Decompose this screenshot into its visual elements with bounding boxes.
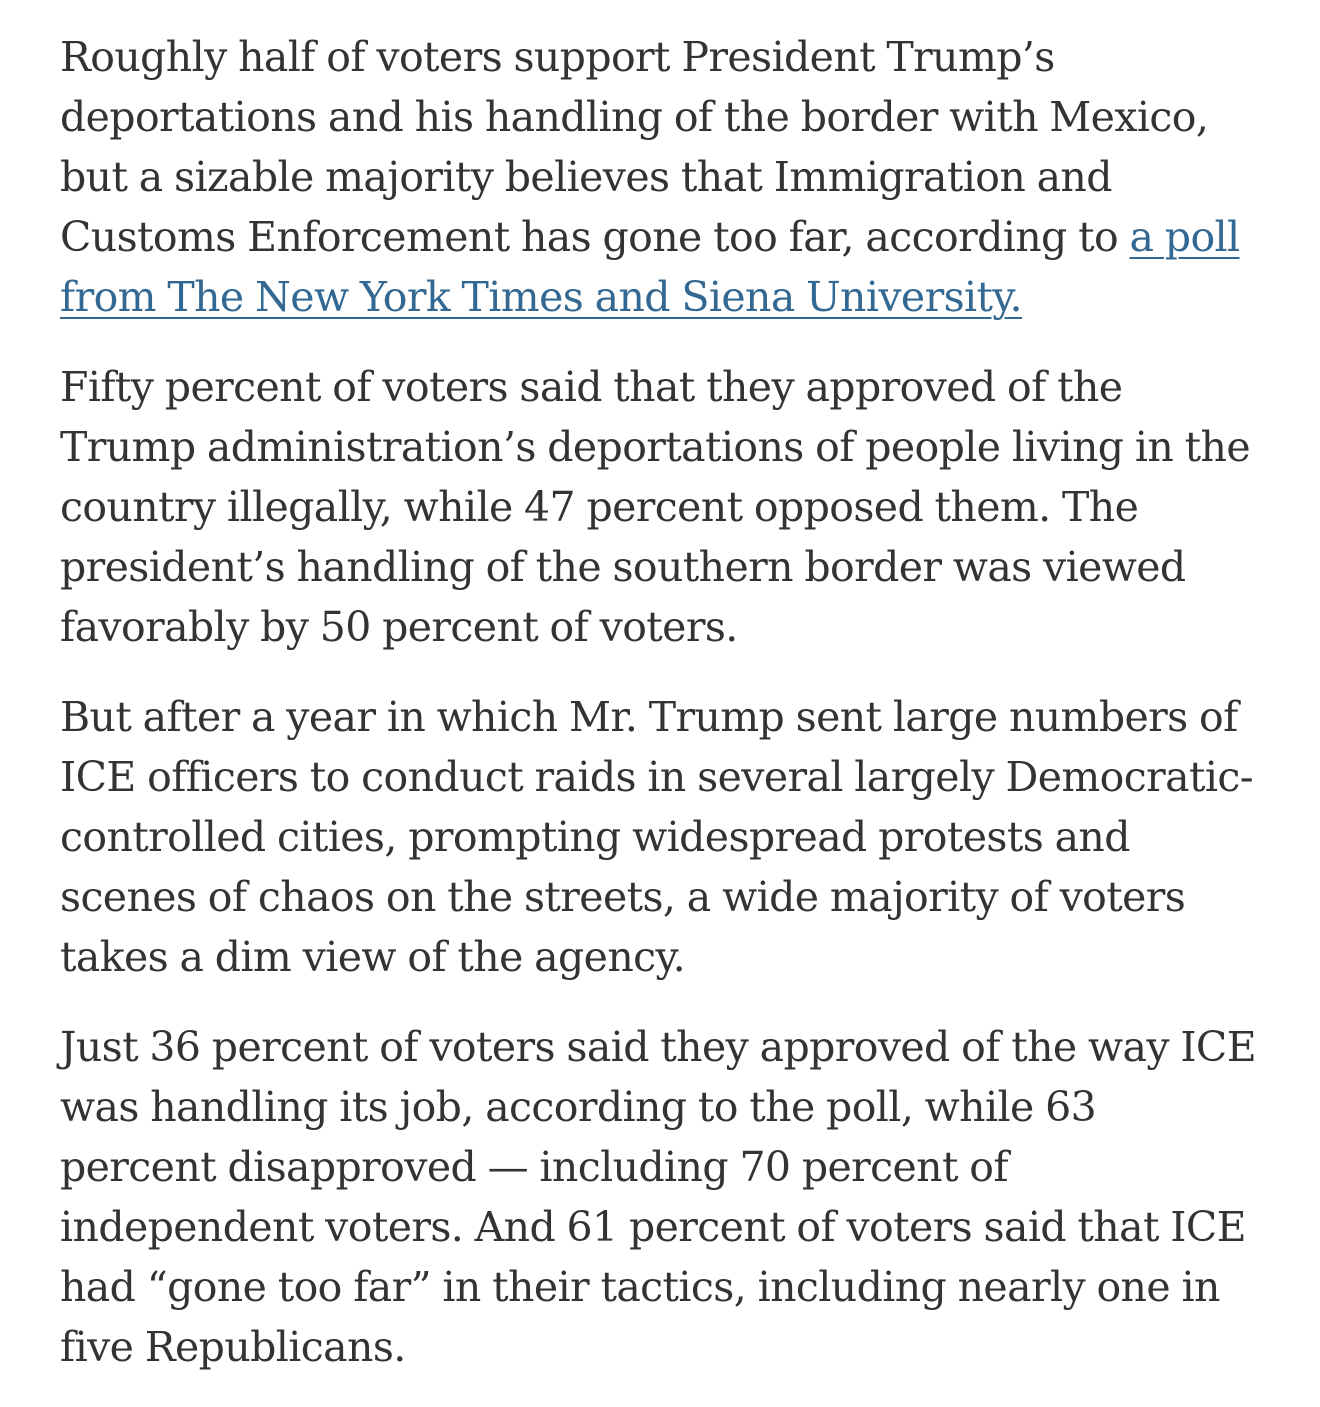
paragraph-4: Just 36 percent of voters said they approved of the way ICE was handling its job, according to the poll, while 63 percent disapproved — including 70 percent of independent voters. And 61 percent of voters said that ICE had “gone too far” in their tactics, including nearly one in five Republicans.: [60, 1023, 1257, 1371]
paragraph-3: But after a year in which Mr. Trump sent large numbers of ICE officers to conduct raids in several largely Democratic-controlled cities, prompting widespread protests and scenes of chaos on the streets, a wide majority of voters takes a dim view of the agency.: [60, 693, 1253, 981]
paragraph-1-text: Roughly half of voters support President Trump’s deportations and his handling of the border with Mexico, but a sizable majority believes that Immigration and Customs Enforcement has gone too far, according to: [60, 33, 1209, 261]
poll-link[interactable]: a poll from The New York Times and Siena University.: [60, 213, 1240, 321]
paragraph-1: [60, 27, 1260, 327]
article-body: [60, 27, 1260, 1407]
paragraph-2: Fifty percent of voters said that they approved of the Trump administration’s deportations of people living in the country illegally, while 47 percent opposed them. The president’s handling of the southern border was viewed favorably by 50 percent of voters.: [60, 363, 1250, 651]
